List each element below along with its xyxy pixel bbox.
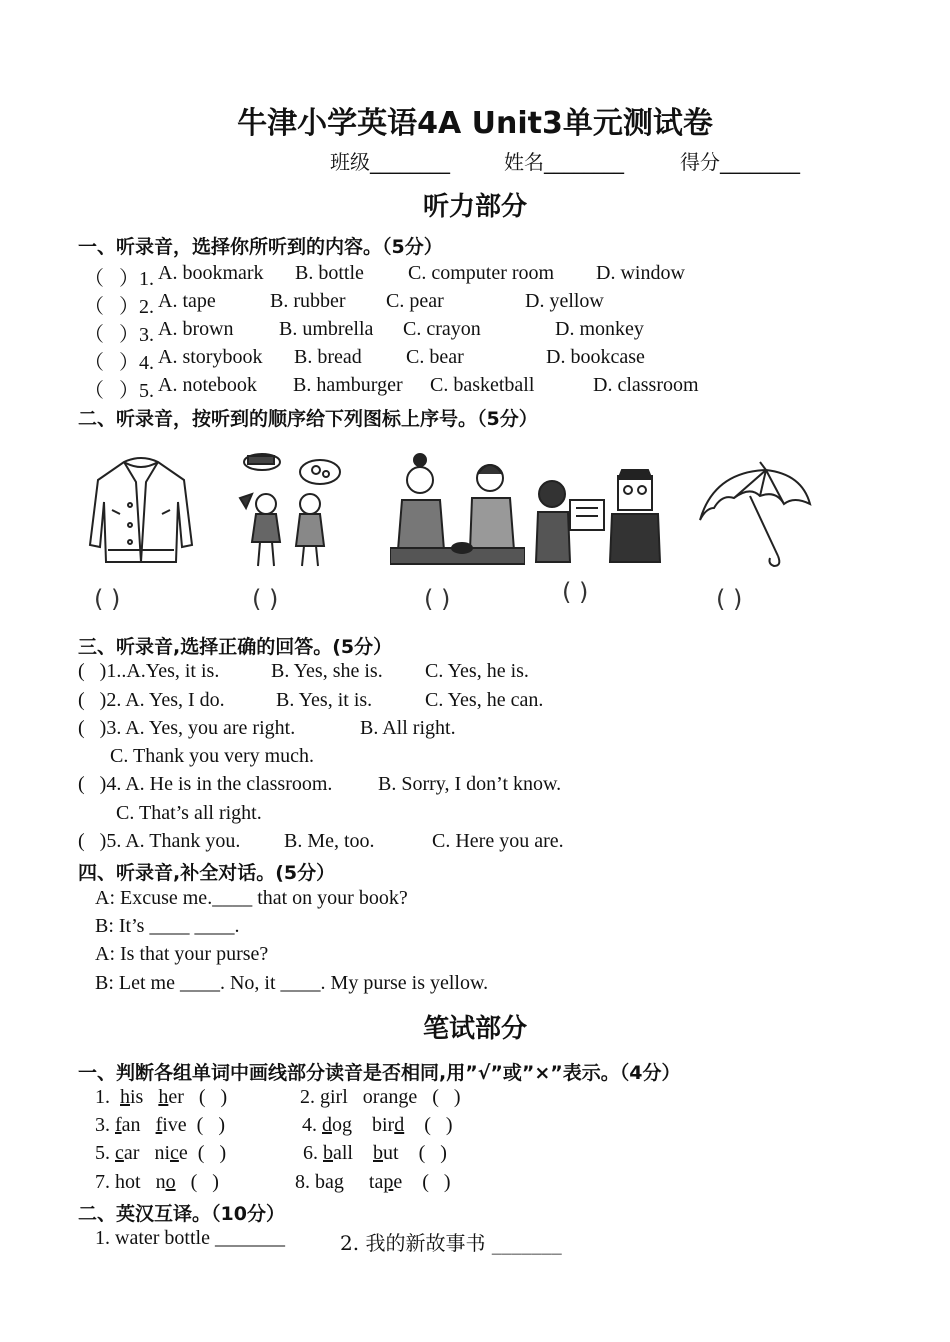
question-number: （ ）5. [84,380,154,402]
option-b: B. bottle [295,262,364,284]
listening-part-title: 听力部分 [422,192,527,222]
option-c: C. pear [386,290,444,312]
writing-section-1-heading: 一、判断各组单词中画线部分读音是否相同,用”√”或”×”表示。（4分） [78,1062,681,1084]
s3-line-1b: B. Yes, she is. [271,660,383,682]
listening-section-1-heading: 一、听录音，选择你所听到的内容。（5分） [78,236,443,258]
s3-line-5b: B. Me, too. [284,830,375,852]
option-c: C. crayon [403,318,481,340]
dialogue-line-1: A: Excuse me.____ that on your book? [95,887,408,909]
question-number: （ ）3. [84,324,154,346]
translation-q2: 2. 我的新故事书 _______ [340,1231,562,1255]
option-a: A. storybook [158,346,263,368]
s3-line-2b: B. Yes, it is. [276,689,373,711]
pron-item-7: 7. hot no ( ) [95,1171,219,1193]
s3-line-4a: ( )4. A. He is in the classroom. [78,773,333,795]
score-field: 得分________ [680,150,800,174]
translation-q1: 1. water bottle _______ [95,1227,285,1249]
pron-item-6: 6. ball but ( ) [303,1142,447,1164]
pron-item-8: 8. bag tape ( ) [295,1171,451,1193]
dialogue-line-4: B: Let me ____. No, it ____. My purse is yellow. [95,972,489,994]
writing-part-title: 笔试部分 [422,1014,527,1044]
s3-line-2c: C. Yes, he can. [425,689,544,711]
option-b: B. hamburger [293,374,403,396]
s3-line-4c: C. That’s all right. [116,802,262,824]
answer-paren-5: ( ) [716,585,743,613]
pron-item-3: 3. fan five ( ) [95,1114,225,1136]
exam-title: 牛津小学英语4A Unit3单元测试卷 [237,106,713,141]
option-d: D. yellow [525,290,604,312]
pron-item-2: 2. girl orange ( ) [300,1086,461,1108]
s3-line-2a: ( )2. A. Yes, I do. [78,689,225,711]
boy-and-man-picture [530,440,665,580]
answer-paren-4: ( ) [562,578,589,606]
pron-item-1: 1. his her ( ) [95,1086,228,1108]
option-a: A. brown [158,318,234,340]
s3-line-1c: C. Yes, he is. [425,660,529,682]
question-number: （ ）4. [84,352,154,374]
option-d: D. window [596,262,685,284]
dialogue-line-3: A: Is that your purse? [95,943,269,965]
pron-item-5: 5. car nice ( ) [95,1142,227,1164]
option-d: D. classroom [593,374,699,396]
class-field: 班级________ [330,150,450,174]
option-c: C. computer room [408,262,555,284]
answer-paren-2: ( ) [252,585,279,613]
s3-line-5a: ( )5. A. Thank you. [78,830,241,852]
writing-section-2-heading: 二、英汉互译。（10分） [78,1203,285,1225]
option-b: B. rubber [270,290,346,312]
s3-line-3a: ( )3. A. Yes, you are right. [78,717,296,739]
children-picture [236,440,346,580]
answer-paren-1: ( ) [94,585,121,613]
name-field: 姓名________ [504,150,624,174]
option-c: C. bear [406,346,464,368]
pron-item-4: 4. dog bird ( ) [302,1114,453,1136]
option-a: A. notebook [158,374,257,396]
listening-section-4-heading: 四、听录音,补全对话。(5分） [78,862,336,884]
option-a: A. tape [158,290,216,312]
s3-line-1a: ( )1..A.Yes, it is. [78,660,220,682]
jacket-picture [86,440,196,580]
s3-line-5c: C. Here you are. [432,830,564,852]
option-d: D. monkey [555,318,644,340]
option-a: A. bookmark [158,262,264,284]
option-c: C. basketball [430,374,535,396]
answer-paren-3: ( ) [424,585,451,613]
option-b: B. bread [294,346,362,368]
s3-line-3b: B. All right. [360,717,456,739]
shop-picture [390,440,525,580]
dialogue-line-2: B: It’s ____ ____. [95,915,240,937]
listening-section-2-heading: 二、听录音，按听到的顺序给下列图标上序号。（5分） [78,408,538,430]
option-b: B. umbrella [279,318,374,340]
s3-line-3c: C. Thank you very much. [110,745,315,767]
option-d: D. bookcase [546,346,645,368]
question-number: （ ）1. [84,268,154,290]
s3-line-4b: B. Sorry, I don’t know. [378,773,562,795]
question-number: （ ）2. [84,296,154,318]
umbrella-picture [694,440,814,580]
listening-section-3-heading: 三、听录音,选择正确的回答。(5分） [78,636,393,658]
